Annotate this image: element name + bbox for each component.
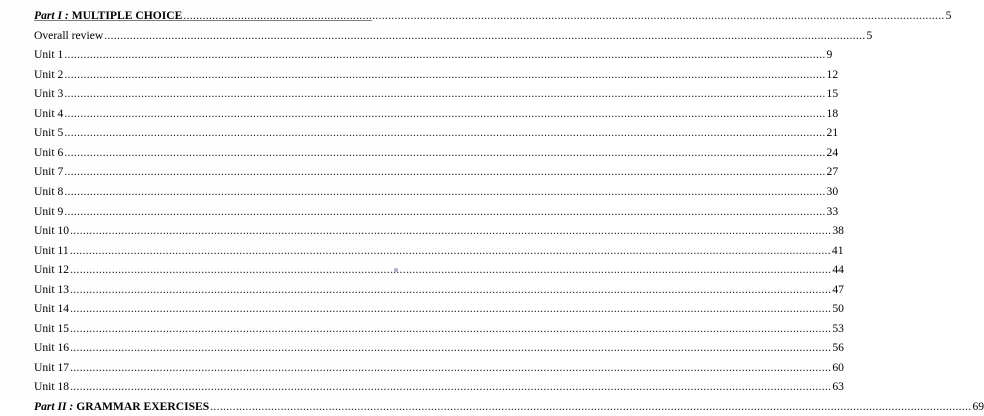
toc-entry-title	[34, 26, 103, 45]
toc-entry-title	[34, 84, 63, 103]
entry-name: Unit 17	[34, 360, 70, 374]
page-number: 21	[826, 126, 839, 140]
toc-entry-title	[34, 182, 63, 201]
page-number: 9	[826, 48, 833, 62]
toc-entry-title	[34, 260, 69, 279]
part-label: Part II :	[34, 400, 74, 413]
dot-leader	[70, 338, 831, 357]
toc-entry	[34, 319, 844, 338]
toc-entry-title	[34, 377, 69, 396]
page-number: 47	[832, 282, 844, 296]
entry-name: Unit 8	[34, 184, 64, 198]
entry-name: Unit 4	[34, 106, 64, 120]
dot-leader	[70, 280, 831, 299]
page-number: 5	[866, 28, 873, 42]
page-number: 5	[945, 9, 952, 22]
toc-entry-title	[34, 338, 69, 357]
margin-dot	[394, 268, 398, 272]
dot-leader	[70, 260, 831, 279]
entry-name: Unit 13	[34, 282, 70, 296]
dot-leader	[70, 221, 831, 240]
entry-name: Unit 7	[34, 165, 64, 179]
part-name: MULTIPLE CHOICE	[71, 9, 183, 22]
dot-leader	[64, 143, 825, 162]
toc-entry	[34, 260, 844, 279]
toc-entry	[34, 65, 839, 84]
entry-name: Unit 14	[34, 302, 70, 316]
toc-entry	[34, 338, 844, 357]
toc-entry-title	[34, 65, 63, 84]
dot-leader	[64, 45, 825, 64]
part-name: GRAMMAR EXERCISES	[76, 400, 210, 413]
toc-entry	[34, 280, 844, 299]
toc-entry	[34, 143, 839, 162]
page-number: 38	[832, 224, 844, 238]
entry-name: Unit 12	[34, 263, 70, 277]
page-number: 41	[831, 243, 844, 257]
page-number: 18	[826, 106, 839, 120]
toc-part-heading	[34, 6, 952, 25]
dot-leader	[64, 162, 825, 181]
dot-leader	[210, 397, 971, 416]
page-number: 53	[832, 321, 844, 335]
toc-entry-title	[34, 162, 63, 181]
dot-leader	[183, 6, 944, 25]
entry-name: Overall review	[34, 28, 104, 42]
entry-name: Unit 5	[34, 126, 64, 140]
entry-name: Unit 18	[34, 380, 70, 394]
toc-entry-title	[34, 299, 69, 318]
dot-leader	[64, 202, 825, 221]
entry-name: Unit 3	[34, 87, 64, 101]
page-number: 12	[826, 67, 839, 81]
toc-entry-title	[34, 45, 63, 64]
entry-name: Unit 16	[34, 341, 70, 355]
page-number: 44	[832, 263, 844, 277]
toc-entry-title	[34, 123, 63, 142]
dot-leader	[64, 182, 825, 201]
dot-leader	[70, 377, 831, 396]
page-number: 30	[826, 184, 839, 198]
entry-name: Unit 9	[34, 204, 64, 218]
toc-entry-title	[34, 221, 69, 240]
toc-entry-title	[34, 241, 69, 260]
dot-leader	[70, 358, 831, 377]
toc-entry-title	[34, 202, 63, 221]
toc-entry	[34, 221, 844, 240]
dot-leader	[64, 104, 825, 123]
toc-entry-title	[34, 319, 69, 338]
toc-entry-title	[34, 104, 63, 123]
toc-entry	[34, 84, 839, 103]
page-number: 63	[832, 380, 844, 394]
toc-entry	[34, 299, 844, 318]
toc-entry-title	[34, 280, 69, 299]
entry-name: Unit 2	[34, 67, 64, 81]
toc-entry-title	[34, 397, 209, 416]
entry-name: Unit 10	[34, 224, 70, 238]
toc-entry	[34, 241, 844, 260]
page-number: 24	[826, 145, 839, 159]
entry-name: Unit 11	[34, 243, 69, 257]
dot-leader	[70, 241, 831, 260]
entry-name: Unit 1	[34, 48, 64, 62]
page-number: 50	[832, 302, 844, 316]
toc-part-heading	[34, 397, 984, 416]
toc-entry	[34, 358, 844, 377]
dot-leader	[64, 123, 825, 142]
toc-entry-title	[34, 6, 182, 25]
page-number: 69	[972, 400, 984, 413]
dot-leader	[70, 299, 831, 318]
toc-entry	[34, 202, 839, 221]
toc-entry-title	[34, 358, 69, 377]
entry-name: Unit 6	[34, 145, 64, 159]
page-number: 27	[826, 165, 839, 179]
entry-name: Unit 15	[34, 321, 70, 335]
toc-entry	[34, 26, 873, 45]
toc-entry	[34, 377, 844, 396]
page-number: 15	[826, 87, 839, 101]
toc-entry	[34, 162, 839, 181]
toc-entry-title	[34, 143, 63, 162]
page-number: 56	[832, 341, 844, 355]
page-number: 60	[832, 360, 844, 374]
toc-entry	[34, 45, 833, 64]
part-label: Part I :	[34, 9, 69, 22]
toc-entry	[34, 182, 839, 201]
dot-leader	[104, 26, 865, 45]
dot-leader	[64, 65, 825, 84]
dot-leader	[64, 84, 825, 103]
toc-entry	[34, 104, 839, 123]
page-number: 33	[826, 204, 839, 218]
dot-leader	[70, 319, 831, 338]
toc-entry	[34, 123, 839, 142]
